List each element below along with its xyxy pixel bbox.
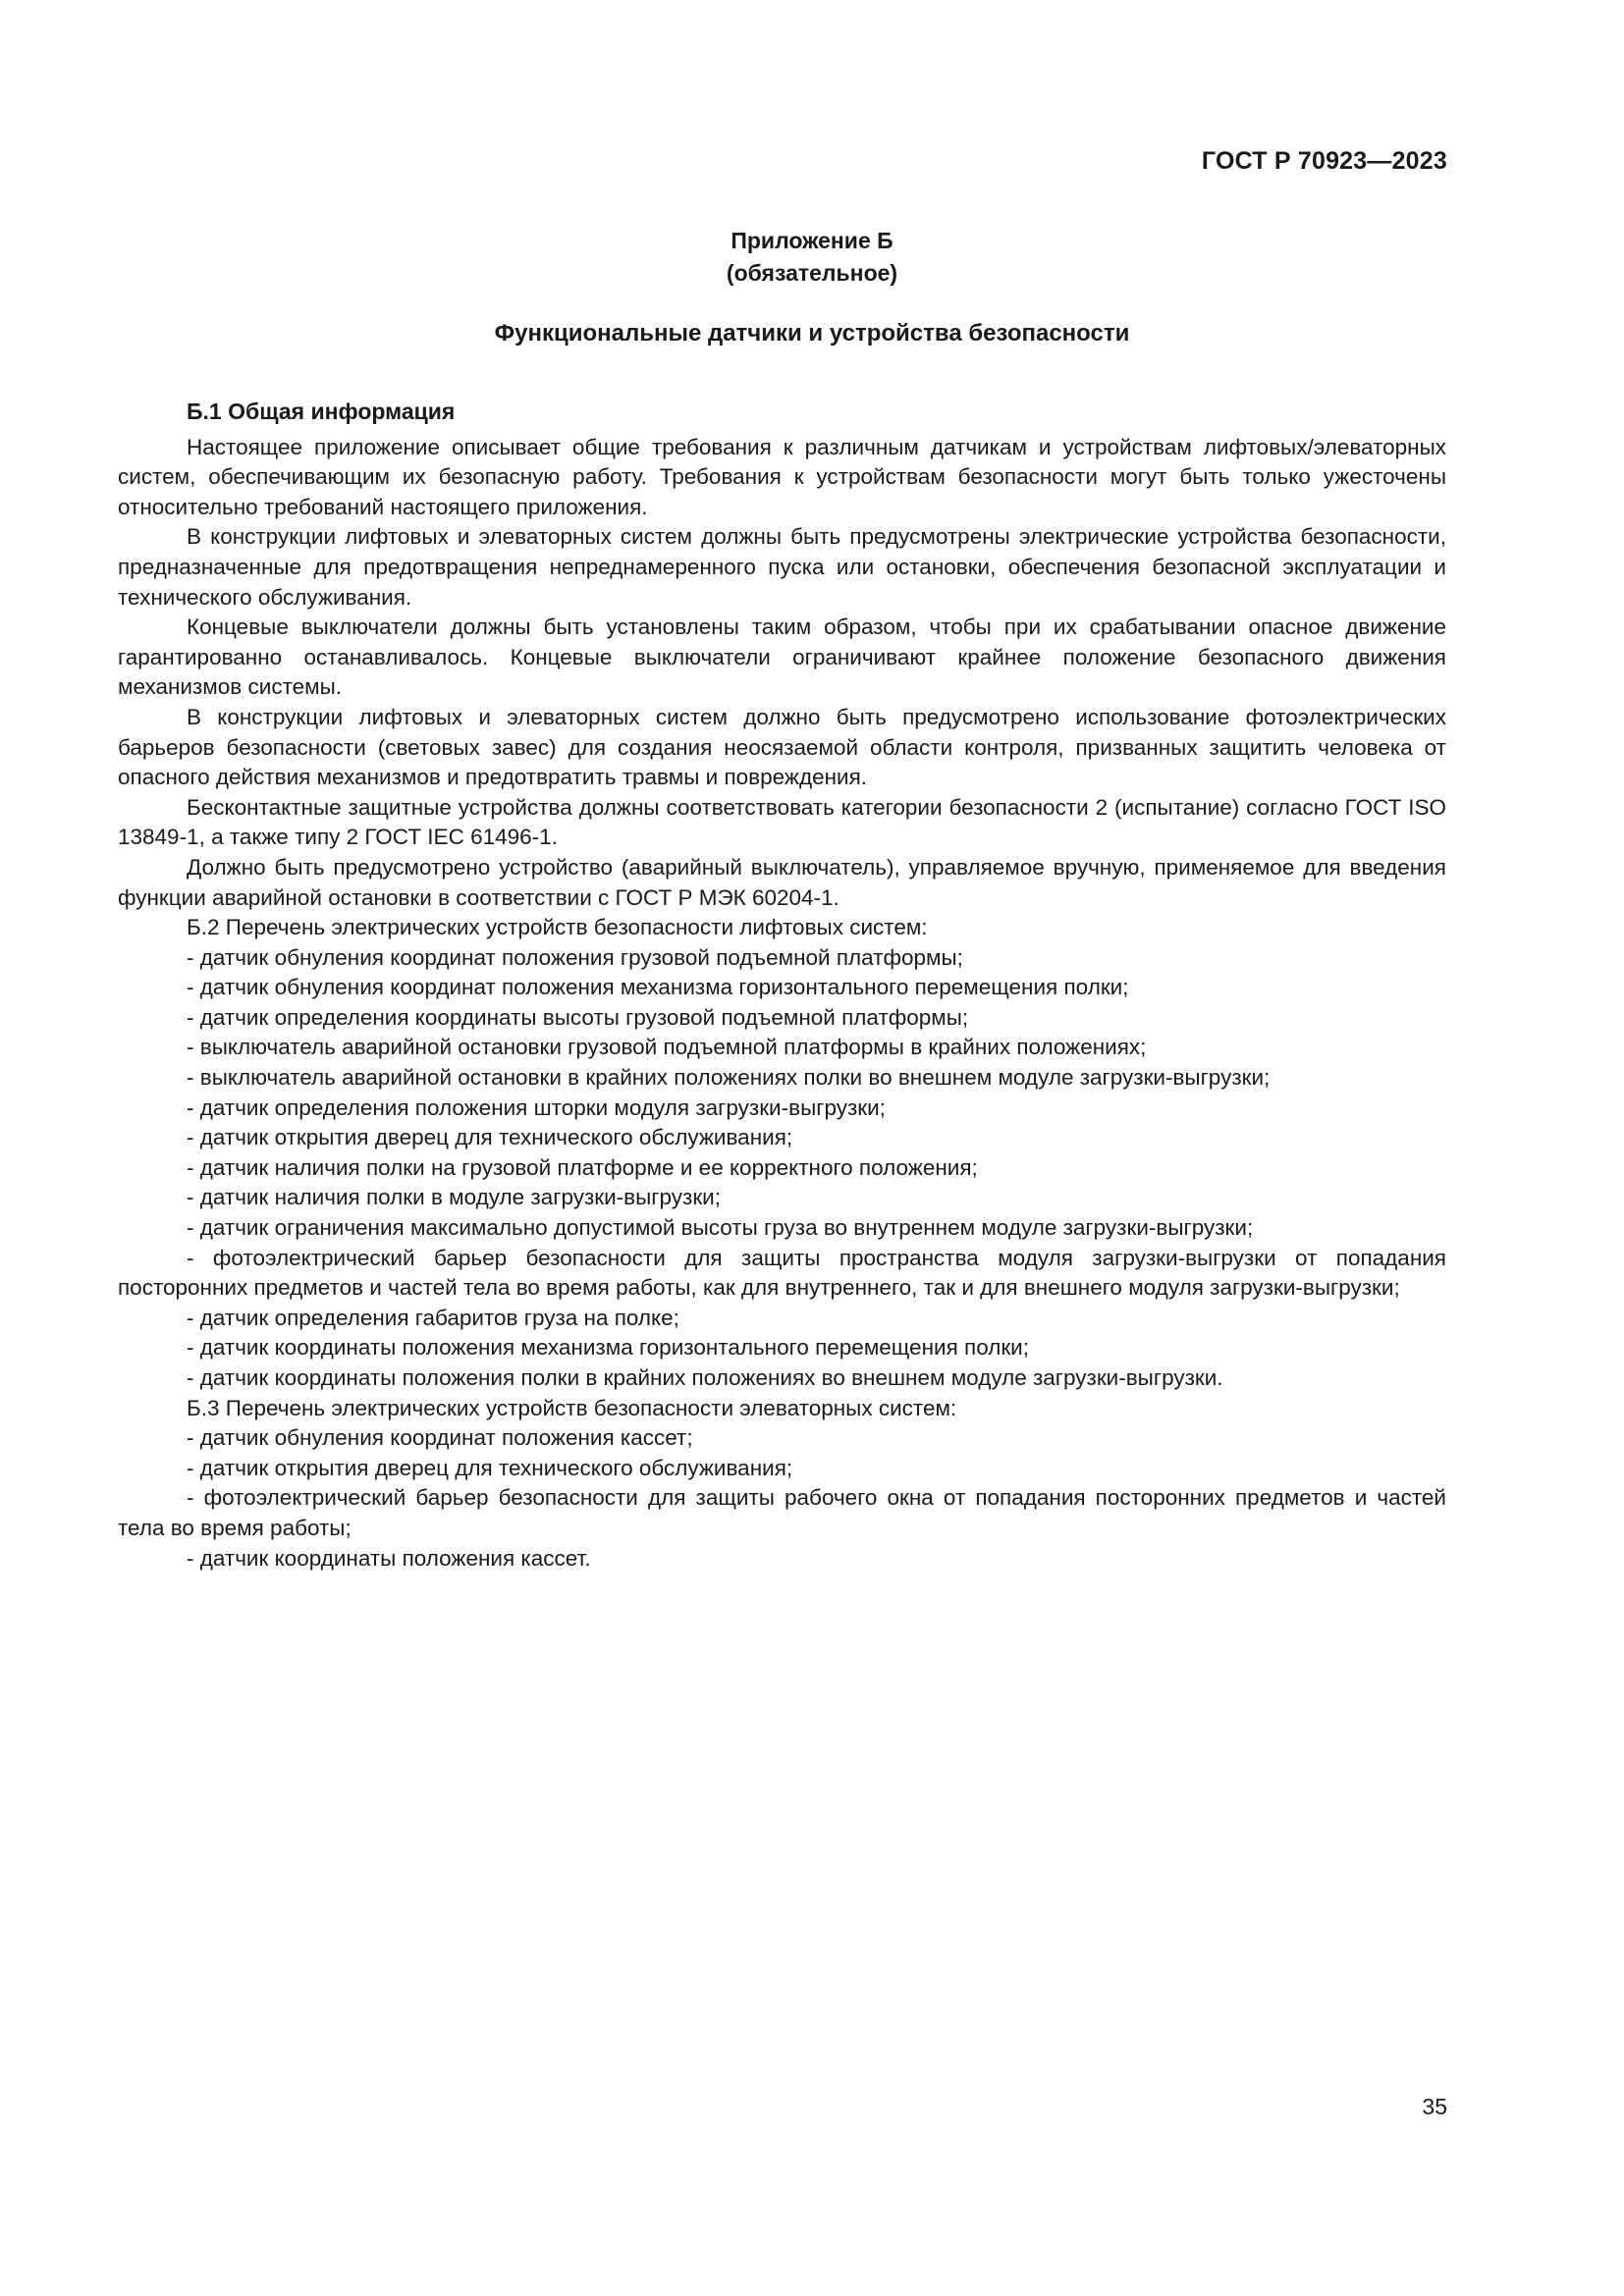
b1-paragraph: В конструкции лифтовых и элеваторных систем должны быть предусмотрены электрические устройства безопасности, предназначенные для предотвращения непреднамеренного пуска или остановки, обеспечения безопасной эксплуатации и технического обслуживания.	[118, 524, 1446, 610]
list-item: - датчик ограничения максимально допустимой высоты груза во внутреннем модуле загрузки-выгрузки;	[187, 1215, 1254, 1241]
list-item: - датчик обнуления координат положения механизма горизонтального перемещения полки;	[187, 975, 1129, 1000]
list-item: - выключатель аварийной остановки грузовой подъемной платформы в крайних положениях;	[187, 1035, 1147, 1060]
b1-paragraph: Должно быть предусмотрено устройство (аварийный выключатель), управляемое вручную, применяемое для введения функции аварийной остановки в соответствии с ГОСТ Р МЭК 60204-1.	[118, 854, 1446, 910]
list-item: - датчик наличия полки в модуле загрузки-выгрузки;	[187, 1185, 721, 1210]
b3-list	[118, 1423, 1446, 1574]
b1-paragraph: Концевые выключатели должны быть установлены таким образом, чтобы при их срабатывании опасное движение гарантированно останавливалось. Концевые выключатели ограничивают крайнее положение безопасного движения механизмов системы.	[118, 614, 1446, 700]
b1-paragraph: Настоящее приложение описывает общие требования к различным датчикам и устройствам лифтовых/элеваторных систем, обеспечивающим их безопасную работу. Требования к устройствам безопасности могут быть только ужесточены относительно требований настоящего приложения.	[118, 434, 1446, 519]
b1-paragraph: Бесконтактные защитные устройства должны соответствовать категории безопасности 2 (испытание) согласно ГОСТ ISO 13849-1, а также типу 2 ГОСТ IEC 61496-1.	[118, 794, 1446, 850]
section-b1-heading: Б.1 Общая информация	[187, 399, 456, 424]
annex-title: Функциональные датчики и устройства безопасности	[494, 320, 1130, 347]
list-item: - датчик наличия полки на грузовой платформе и ее корректного положения;	[187, 1154, 978, 1180]
list-item: - датчик обнуления координат положения кассет;	[187, 1425, 693, 1451]
list-item: - датчик открытия дверец для технического обслуживания;	[187, 1125, 793, 1150]
document-code-header: ГОСТ Р 70923—2023	[1201, 147, 1447, 175]
annex-status: (обязательное)	[726, 260, 898, 286]
list-item: - датчик координаты положения механизма горизонтального перемещения полки;	[187, 1335, 1029, 1361]
list-item: - датчик определения положения шторки модуля загрузки-выгрузки;	[187, 1095, 886, 1120]
list-item: - датчик определения габаритов груза на полке;	[187, 1305, 679, 1330]
annex-label-block	[0, 225, 1624, 290]
document-body	[118, 397, 1446, 1574]
b1-paragraph: В конструкции лифтовых и элеваторных систем должно быть предусмотрено использование фотоэлектрических барьеров безопасности (световых завес) для создания неосязаемой области контроля, призванных защитить человека от опасного действия механизмов и предотвратить травмы и повреждения.	[118, 704, 1446, 790]
section-b3-intro: Б.3 Перечень электрических устройств безопасности элеваторных систем:	[187, 1395, 957, 1420]
page-number: 35	[1422, 2094, 1447, 2119]
list-item: - выключатель аварийной остановки в крайних положениях полки во внешнем модуле загрузки-выгрузки;	[187, 1065, 1271, 1091]
list-item: - датчик обнуления координат положения грузовой подъемной платформы;	[187, 944, 963, 970]
list-item: - фотоэлектрический барьер безопасности для защиты пространства модуля загрузки-выгрузки от попадания посторонних предметов и частей тела во время работы, как для внутреннего, так и для внешнего модуля загрузки-выгрузки;	[118, 1245, 1446, 1301]
b2-list	[118, 943, 1446, 1394]
annex-label: Приложение Б	[731, 228, 893, 253]
list-item: - датчик определения координаты высоты грузовой подъемной платформы;	[187, 1004, 969, 1030]
list-item: - фотоэлектрический барьер безопасности для защиты рабочего окна от попадания посторонних предметов и частей тела во время работы;	[118, 1485, 1446, 1540]
list-item: - датчик координаты положения полки в крайних положениях во внешнем модуле загрузки-выгрузки.	[187, 1365, 1223, 1390]
list-item: - датчик открытия дверец для технического обслуживания;	[187, 1455, 793, 1480]
list-item: - датчик координаты положения кассет.	[187, 1545, 591, 1571]
section-b2-intro: Б.2 Перечень электрических устройств безопасности лифтовых систем:	[187, 915, 928, 940]
